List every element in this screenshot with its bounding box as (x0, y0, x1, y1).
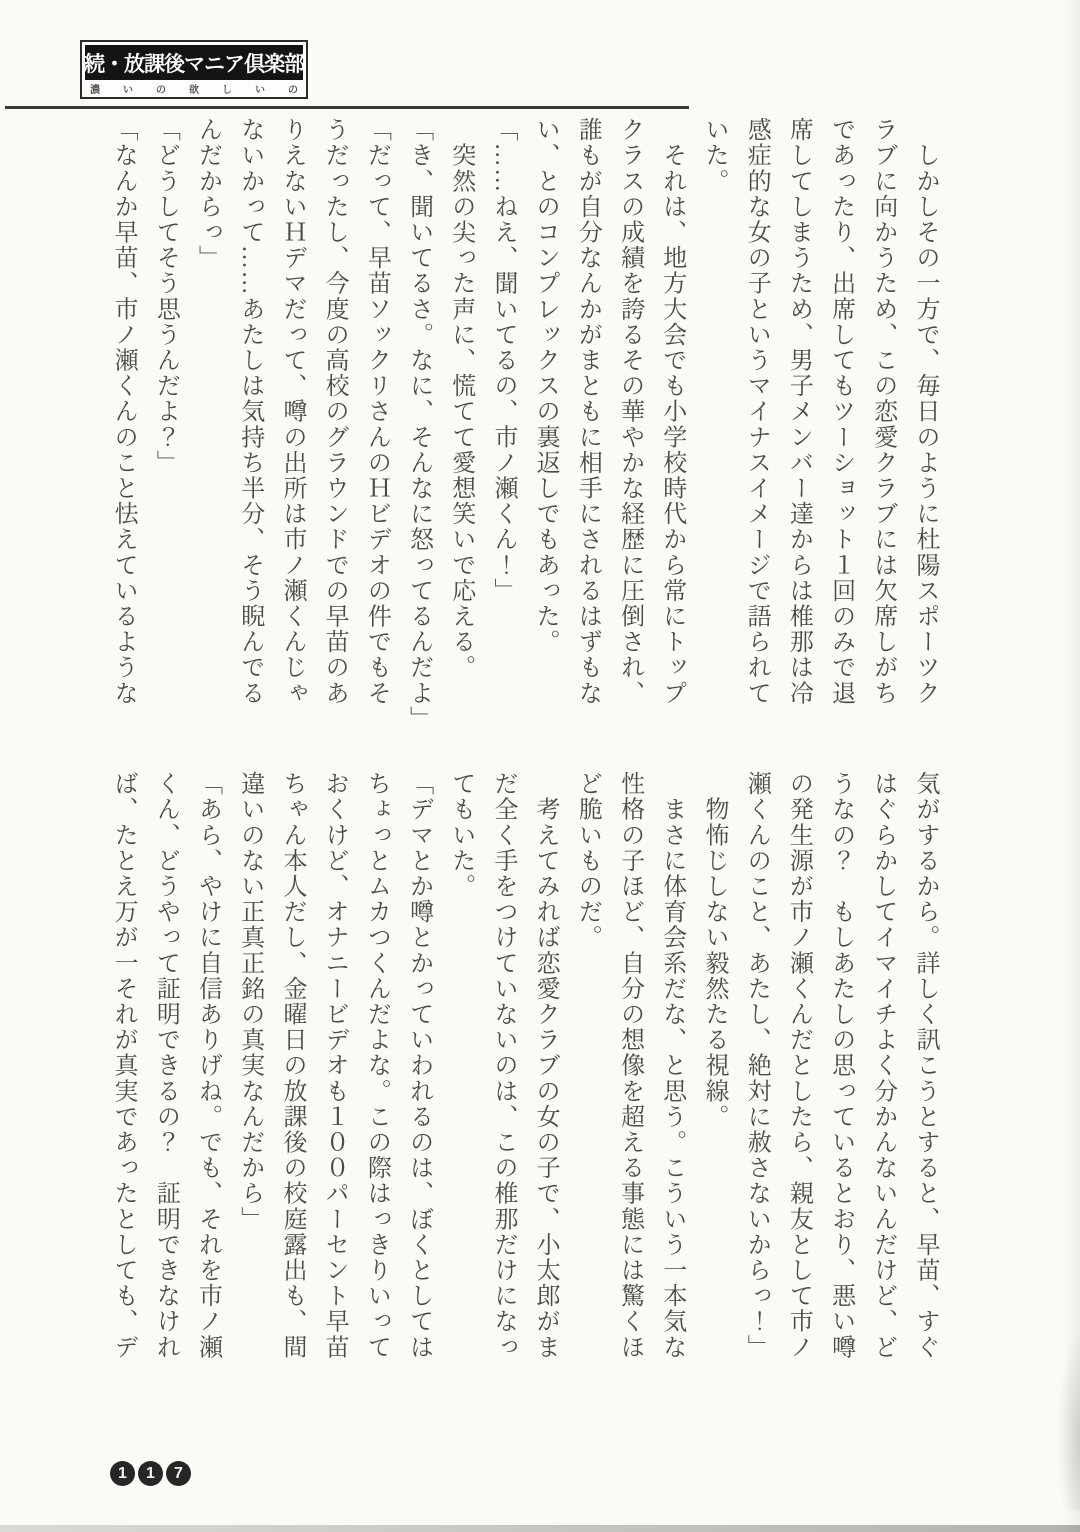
vertical-text-line: 瀬くんのこと、あたし、絶対に赦さないからっ！」 (743, 771, 770, 1360)
vertical-text-line: ないかって……あたしは気持ち半分、そう睨んでる (236, 117, 263, 706)
page-number-digit: 1 (138, 1461, 163, 1486)
vertical-text-line: ちょっとムカつくんだよな。この際はっきりいって (363, 771, 390, 1360)
main-text-bottom-block (100, 771, 946, 1417)
vertical-text-line: ラブに向かうため、この恋愛クラブには欠席しがち (869, 117, 896, 706)
vertical-text-line: 物怖じしない毅然たる視線。 (700, 771, 727, 1130)
vertical-text-line: おくけど、オナニービデオも１００パーセント早苗 (321, 771, 348, 1360)
vertical-text-line: ちゃん本人だし、金曜日の放課後の校庭露出も、間 (278, 771, 305, 1360)
vertical-text-line: 「だって、早苗ソックリさんのＨビデオの件でもそ (363, 117, 390, 706)
vertical-text-line: の発生源が市ノ瀬くんだとしたら、親友として市ノ (785, 771, 812, 1360)
subtitle-char: の (288, 85, 298, 96)
subtitle-char: し (222, 85, 232, 96)
subtitle-char: 濃 (90, 85, 100, 96)
vertical-text-line: いた。 (700, 117, 727, 194)
vertical-text-line: 「き、聞いてるさ。なに、そんなに怒ってるんだよ」 (405, 117, 432, 732)
vertical-text-line: クラスの成績を誇るその華やかな経歴に圧倒され、 (616, 117, 643, 706)
vertical-text-line: はぐらかしてイマイチよく分かんないんだけど、ど (869, 771, 896, 1360)
vertical-text-line: ば、たとえ万が一それが真実であったとしても、デ (110, 771, 137, 1360)
vertical-text-line: うなの？ もしあたしの思っているとおり、悪い噂 (827, 771, 854, 1360)
vertical-text-line: 性格の子ほど、自分の想像を超える事態には驚くほ (616, 771, 643, 1360)
vertical-text-line: 突然の尖った声に、慌てて愛想笑いで応える。 (447, 117, 474, 681)
scan-edge-bottom (0, 1525, 1080, 1532)
vertical-text-line: 考えてみれば恋愛クラブの女の子で、小太郎がま (532, 771, 559, 1360)
vertical-text-line: ど脆いものだ。 (574, 771, 601, 951)
vertical-text-line: 感症的な女の子というマイナスイメージで語られて (743, 117, 770, 706)
vertical-text-line: 席してしまうため、男子メンバー達からは椎那は冷 (785, 117, 812, 706)
main-text-top-block (100, 117, 946, 757)
page-number-digit: 1 (110, 1461, 135, 1486)
vertical-text-line: であったり、出席してもツーショット１回のみで退 (827, 117, 854, 706)
vertical-text-line: 「どうしてそう思うんだよ？」 (152, 117, 179, 476)
vertical-text-line: それは、地方大会でも小学校時代から常にトップ (658, 117, 685, 706)
header-divider (5, 106, 689, 109)
vertical-text-line: 「なんか早苗、市ノ瀬くんのこと怯えているような (110, 117, 137, 706)
vertical-text-line: 「デマとか噂とかっていわれるのは、ぼくとしては (405, 771, 432, 1360)
vertical-text-line: くん、どうやって証明できるの？ 証明できなけれ (152, 771, 179, 1360)
vertical-text-line: 誰もが自分なんかがまともに相手にされるはずもな (574, 117, 601, 706)
page-number-digit: 7 (166, 1461, 191, 1486)
subtitle-char: 欲 (189, 85, 199, 96)
vertical-text-line: しかしその一方で、毎日のように杜陽スポーツク (912, 117, 938, 706)
vertical-text-line: 「あら、やけに自信ありげね。でも、それを市ノ瀬 (194, 771, 221, 1360)
vertical-text-line: てもいた。 (447, 771, 474, 899)
title-banner (80, 40, 308, 99)
series-subtitle (85, 80, 303, 96)
vertical-text-line: まさに体育会系だな、と思う。こういう一本気な (658, 771, 685, 1360)
vertical-text-line: だ全く手をつけていないのは、この椎那だけになっ (489, 771, 516, 1360)
subtitle-char: い (255, 85, 265, 96)
vertical-text-line: んだからっ」 (194, 117, 221, 271)
vertical-text-line: い、とのコンプレックスの裏返しでもあった。 (532, 117, 559, 655)
page-number (110, 1461, 191, 1486)
vertical-text-line: りえないＨデマだって、噂の出所は市ノ瀬くんじゃ (278, 117, 305, 706)
subtitle-char: い (123, 85, 133, 96)
vertical-text-line: 「……ねえ、聞いてるの、市ノ瀬くん！」 (489, 117, 516, 604)
vertical-text-line: 違いのない正真正銘の真実なんだから」 (236, 771, 263, 1232)
vertical-text-line: 気がするから。詳しく訊こうとすると、早苗、すぐ (912, 771, 938, 1360)
series-title: 続・放課後マニア倶楽部 (85, 45, 303, 80)
vertical-text-line: うだったし、今度の高校のグラウンドでの早苗のあ (321, 117, 348, 706)
scan-edge-right (1064, 0, 1080, 1532)
scan-smudge (1056, 1330, 1080, 1510)
subtitle-char: の (156, 85, 166, 96)
